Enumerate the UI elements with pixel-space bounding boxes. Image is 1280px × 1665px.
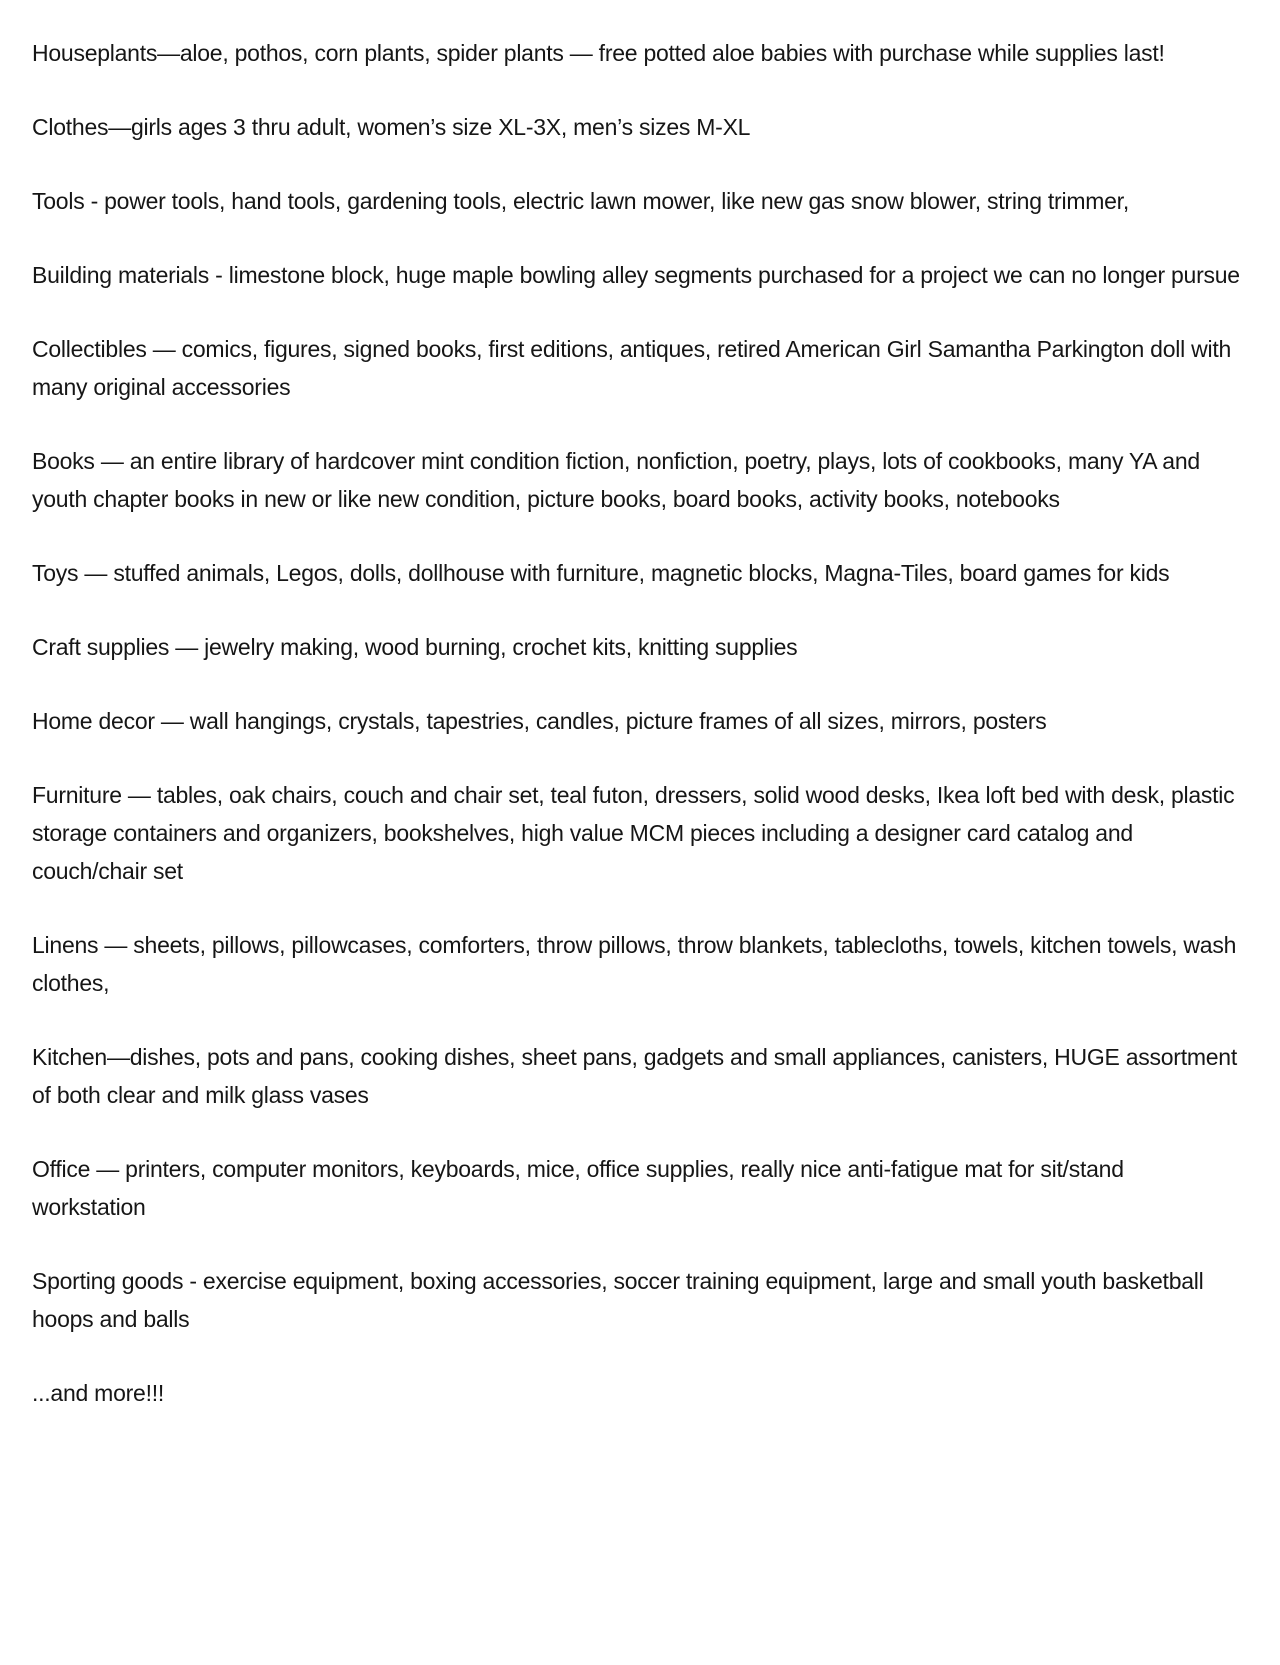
paragraph-collectibles: Collectibles — comics, figures, signed books, first editions, antiques, retired American Girl Samantha Parkington doll with many original accessories	[32, 336, 1232, 400]
paragraph-sporting-goods: Sporting goods - exercise equipment, boxing accessories, soccer training equipment, large and small youth basketball hoops and balls	[32, 1268, 1204, 1332]
paragraph-tools: Tools - power tools, hand tools, gardening tools, electric lawn mower, like new gas snow blower, string trimmer,	[32, 188, 1129, 214]
paragraph-toys: Toys — stuffed animals, Legos, dolls, dollhouse with furniture, magnetic blocks, Magna-Tiles, board games for kids	[32, 560, 1170, 586]
paragraph-books: Books — an entire library of hardcover mint condition fiction, nonfiction, poetry, plays, lots of cookbooks, many YA and youth chapter books in new or like new condition, picture books, board books, activity books, notebooks	[32, 448, 1200, 512]
paragraph-home-decor: Home decor — wall hangings, crystals, tapestries, candles, picture frames of all sizes, mirrors, posters	[32, 708, 1047, 734]
paragraph-clothes: Clothes—girls ages 3 thru adult, women’s size XL-3X, men’s sizes M-XL	[32, 114, 751, 140]
paragraph-office: Office — printers, computer monitors, keyboards, mice, office supplies, really nice anti-fatigue mat for sit/stand workstation	[32, 1156, 1124, 1220]
paragraph-furniture: Furniture — tables, oak chairs, couch and chair set, teal futon, dressers, solid wood desks, Ikea loft bed with desk, plastic storage containers and organizers, bookshelves, high value MCM pieces including a designer card catalog and couch/chair set	[32, 782, 1235, 884]
paragraph-houseplants: Houseplants—aloe, pothos, corn plants, spider plants — free potted aloe babies with purchase while supplies last!	[32, 40, 1165, 66]
document-body	[32, 34, 1242, 1448]
paragraph-craft-supplies: Craft supplies — jewelry making, wood burning, crochet kits, knitting supplies	[32, 634, 798, 660]
paragraph-linens: Linens — sheets, pillows, pillowcases, comforters, throw pillows, throw blankets, tablecloths, towels, kitchen towels, wash clothes,	[32, 932, 1237, 996]
paragraph-building-materials: Building materials - limestone block, huge maple bowling alley segments purchased for a project we can no longer pursue	[32, 262, 1240, 288]
paragraph-kitchen: Kitchen—dishes, pots and pans, cooking dishes, sheet pans, gadgets and small appliances, canisters, HUGE assortment of both clear and milk glass vases	[32, 1044, 1237, 1108]
paragraph-and-more: ...and more!!!	[32, 1380, 165, 1406]
